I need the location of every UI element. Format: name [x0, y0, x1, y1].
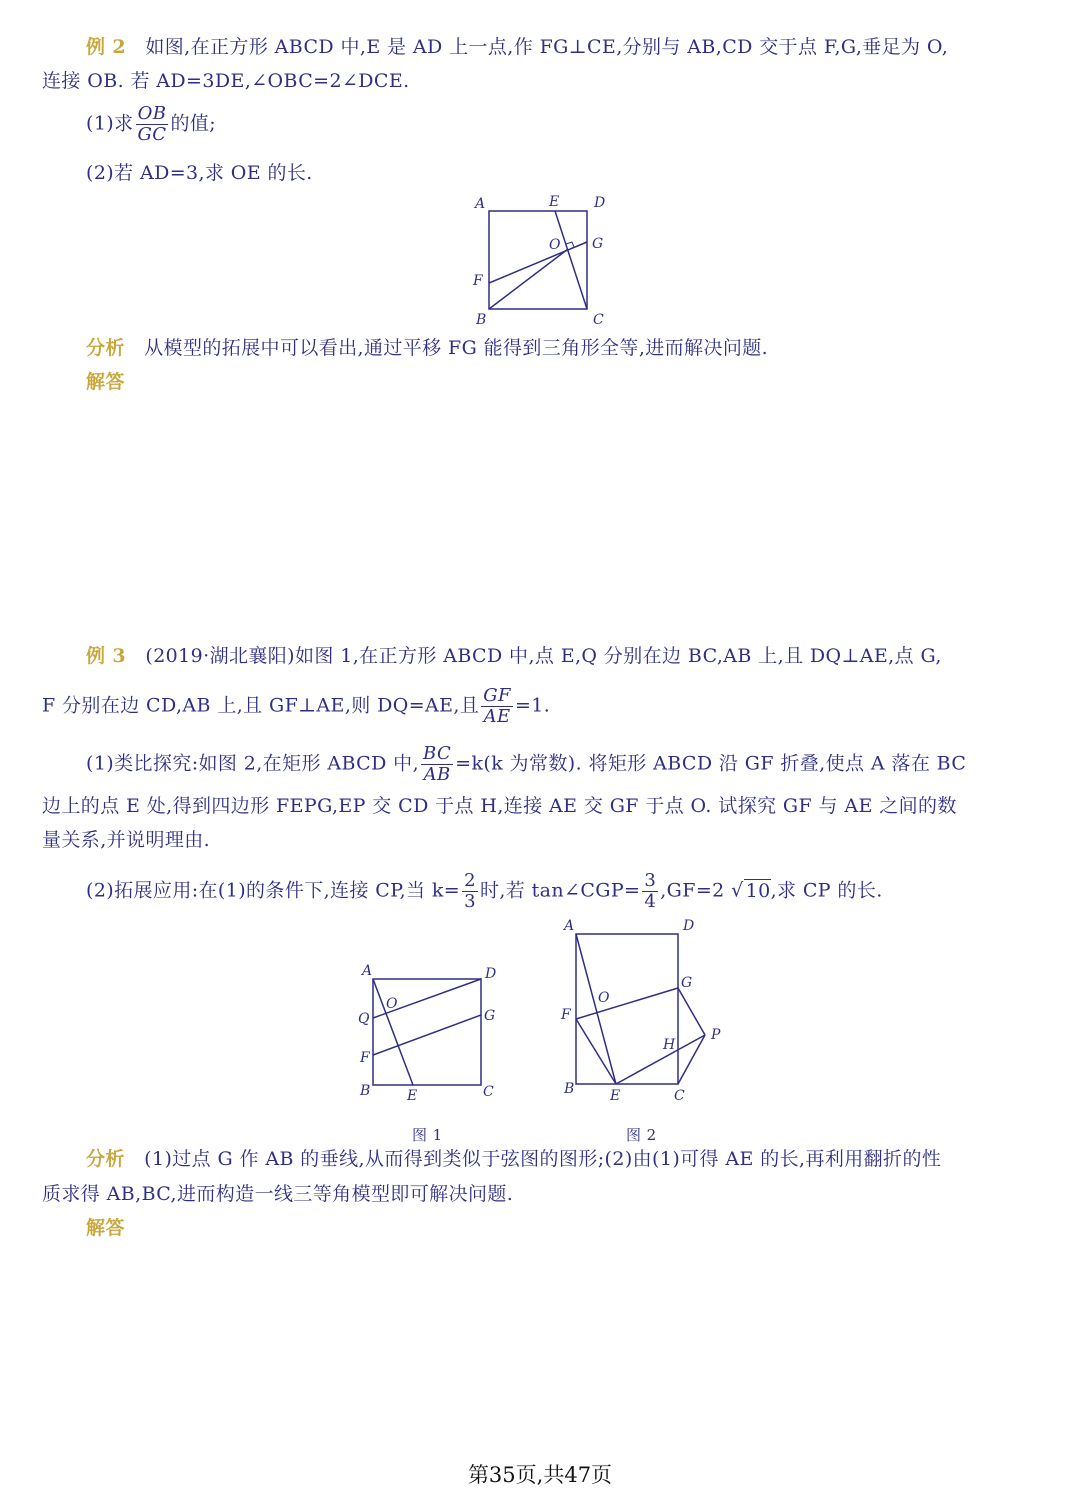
- ex3-question1-line2: 边上的点 E 处,得到四边形 FEPG,EP 交 CD 于点 H,连接 AE 交 GF 于点 O. 试探究 GF 与 AE 之间的数: [42, 795, 957, 817]
- ex3-q2-tan-num: 3: [644, 870, 657, 891]
- ex3-q1-den: AB: [423, 764, 451, 785]
- ex3-q2-k-num: 2: [464, 870, 476, 891]
- ex2-question2: (2)若 AD=3,求 OE 的长.: [86, 162, 313, 184]
- ex2-label-e: E: [549, 194, 560, 210]
- fig1-label-e: E: [407, 1088, 418, 1104]
- ex2-segment-ob: [489, 249, 568, 309]
- ex3-q1-pre: (1)类比探究:如图 2,在矩形 ABCD 中,: [86, 752, 420, 775]
- ex3-q1-post: =k(k 为常数). 将矩形 ABCD 沿 GF 折叠,使点 A 落在 BC: [455, 752, 967, 775]
- ex2-answer-label: 解答: [86, 371, 125, 393]
- ex3-analysis-label: 分析: [86, 1148, 125, 1170]
- fig2-segment-fe: [576, 1019, 616, 1084]
- ex3-analysis-text1: (1)过点 G 作 AB 的垂线,从而得到类似于弦图的图形;(2)由(1)可得 AE 的长,再利用翻折的性: [144, 1148, 942, 1170]
- ex3-statement-line1: [86, 642, 942, 670]
- ex2-label-g: G: [592, 236, 604, 252]
- fig2-label-h: H: [663, 1037, 676, 1053]
- fig2-label-o: O: [598, 990, 610, 1006]
- ex3-q1-num: BC: [423, 743, 452, 764]
- ex3-line2-den: AE: [483, 706, 511, 727]
- fig1-caption: 图 1: [412, 1126, 443, 1144]
- ex3-statement-line2: [42, 686, 550, 727]
- fig2-label-g: G: [681, 975, 693, 991]
- ex3-question2: (2)拓展应用:在(1)的条件下,连接 CP,当 k= $\frac{2}{3}$ 时,若 tan∠CGP= $\frac{3}{4}$ ,GF=2 √ 10,求 CP 的长.: [86, 870, 883, 912]
- ex2-label-a: A: [475, 196, 486, 212]
- fig1-square: [373, 979, 481, 1085]
- ex3-line2-num: GF: [483, 685, 511, 706]
- fig2-label-p: P: [711, 1027, 721, 1043]
- fig2-caption: 图 2: [626, 1126, 657, 1144]
- fig2-label-d: D: [683, 918, 695, 934]
- fig2-label-b: B: [564, 1081, 575, 1097]
- ex3-line1-text: (2019·湖北襄阳)如图 1,在正方形 ABCD 中,点 E,Q 分别在边 BC,AB 上,且 DQ⊥AE,点 G,: [145, 645, 942, 667]
- ex3-question1-line3: 量关系,并说明理由.: [42, 829, 211, 851]
- fig2-label-e: E: [610, 1088, 621, 1104]
- ex2-square: [489, 211, 587, 309]
- ex2-q1-fraction: [136, 104, 169, 145]
- ex3-answer-label: 解答: [86, 1217, 125, 1239]
- ex3-label: 例 3: [86, 645, 127, 667]
- fig1-label-f: F: [360, 1050, 370, 1066]
- fig2-segment-gp: [678, 988, 705, 1035]
- ex3-figure2: [555, 910, 735, 1110]
- ex2-q1-pre: (1)求: [86, 112, 134, 135]
- ex2-label-o: O: [549, 237, 561, 253]
- ex3-question1-line1: [86, 744, 966, 785]
- fig2-rectangle: [576, 934, 678, 1084]
- ex3-q2-tan-den: 4: [644, 891, 657, 912]
- ex2-question1: [86, 104, 216, 145]
- ex2-analysis-text: 从模型的拓展中可以看出,通过平移 FG 能得到三角形全等,进而解决问题.: [144, 337, 769, 359]
- ex3-line2-pre: F 分别在边 CD,AB 上,且 GF⊥AE,则 DQ=AE,且: [42, 694, 480, 717]
- fig2-label-a: A: [564, 918, 575, 934]
- ex2-label-d: D: [594, 195, 606, 211]
- fig1-label-c: C: [483, 1084, 494, 1100]
- ex2-q1-post: 的值;: [170, 112, 217, 135]
- ex3-q2-k-fraction: [462, 871, 478, 912]
- fig1-label-o: O: [386, 996, 398, 1012]
- ex2-analysis: [86, 334, 768, 362]
- ex2-q1-den: GC: [137, 124, 167, 145]
- ex2-figure: [460, 190, 620, 330]
- ex2-label-c: C: [593, 312, 604, 328]
- ex3-q2-post: ,求 CP 的长.: [770, 879, 883, 902]
- ex2-analysis-label: 分析: [86, 337, 125, 359]
- fig1-label-g: G: [484, 1008, 496, 1024]
- ex3-q2-k-den: 3: [464, 891, 476, 912]
- ex3-q2-gf: ,GF=2: [660, 879, 725, 902]
- ex3-q2-mid: 时,若 tan∠CGP=: [479, 879, 641, 902]
- ex3-q2-pre: (2)拓展应用:在(1)的条件下,连接 CP,当 k=: [86, 879, 461, 902]
- ex3-analysis-line2: 质求得 AB,BC,进而构造一线三等角模型即可解决问题.: [42, 1183, 514, 1205]
- ex2-statement-line1: [86, 33, 948, 61]
- ex3-figure1: [350, 960, 510, 1110]
- ex3-line2-post: =1.: [514, 694, 551, 717]
- ex3-q2-sqrt: 10: [745, 879, 771, 902]
- ex2-line1-text: 如图,在正方形 ABCD 中,E 是 AD 上一点,作 FG⊥CE,分别与 AB,CD 交于点 F,G,垂足为 O,: [145, 36, 949, 58]
- ex3-q2-tan-fraction: [642, 871, 658, 912]
- ex2-label: 例 2: [86, 36, 127, 58]
- ex2-label-b: B: [476, 312, 487, 328]
- fig1-label-q: Q: [358, 1011, 370, 1027]
- fig1-label-b: B: [360, 1083, 371, 1099]
- ex2-statement-line2: 连接 OB. 若 AD=3DE,∠OBC=2∠DCE.: [42, 70, 410, 92]
- ex2-segment-ce: [555, 211, 587, 309]
- fig1-label-d: D: [485, 966, 497, 982]
- ex3-q1-fraction: [421, 744, 453, 785]
- ex2-q1-num: OB: [136, 104, 169, 125]
- fig2-label-f: F: [561, 1007, 571, 1023]
- page-footer: 第35页,共47页: [467, 1463, 613, 1487]
- fig1-label-a: A: [362, 963, 373, 979]
- ex2-label-f: F: [473, 273, 483, 289]
- ex3-analysis-line1: [86, 1145, 941, 1173]
- ex3-line2-fraction: [481, 686, 513, 727]
- fig2-label-c: C: [674, 1088, 685, 1104]
- fig1-segment-ae: [373, 979, 413, 1085]
